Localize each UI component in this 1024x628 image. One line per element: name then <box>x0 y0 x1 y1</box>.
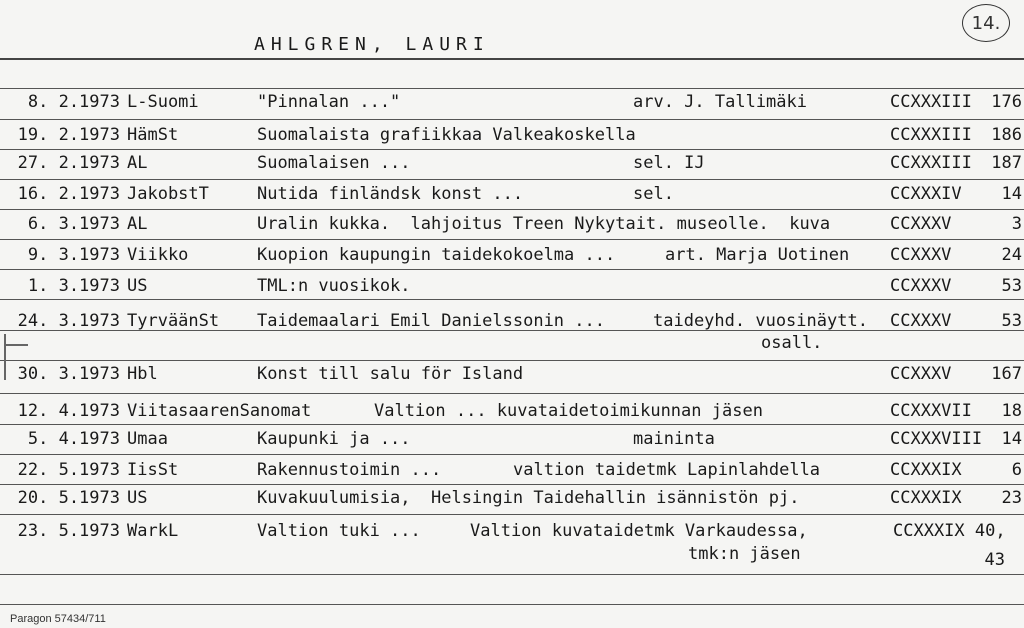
entry-note: arv. J. Tallimäki <box>633 92 807 112</box>
entry-date: 22. 5.1973 <box>17 460 120 480</box>
entry-title: Nutida finländsk konst ... <box>257 184 524 204</box>
entry-source: AL <box>127 153 148 173</box>
entry-source: Umaa <box>127 429 168 449</box>
card-title: AHLGREN, LAURI <box>254 34 490 55</box>
entry-source: IisSt <box>127 460 179 480</box>
entry-page: 167 <box>991 364 1022 384</box>
entry-page: 53 <box>1001 311 1022 331</box>
card-number-circle <box>962 4 1010 42</box>
rule <box>0 179 1024 180</box>
entry-title: Konst till salu för Island <box>257 364 524 384</box>
entry-volume: CCXXXIX <box>890 488 962 508</box>
entry-volume: CCXXXVII <box>890 401 972 421</box>
rule <box>0 574 1024 575</box>
entry-note-continued: osall. <box>761 333 823 353</box>
entry-volume: CCXXXIII <box>890 92 972 112</box>
entry-title: Kuvakuulumisia, Helsingin Taidehallin isännistön pj. <box>257 488 800 508</box>
entry-title: Valtion tuki ... <box>257 521 421 541</box>
rule <box>0 119 1024 120</box>
entry-date: 12. 4.1973 <box>17 401 120 421</box>
entry-page: 176 <box>991 92 1022 112</box>
entry-note: maininta <box>633 429 715 449</box>
entry-source: ViitasaarenSanomat <box>127 401 312 421</box>
entry-page: 186 <box>991 125 1022 145</box>
entry-note: taideyhd. vuosinäytt. <box>653 311 868 331</box>
rule <box>0 149 1024 150</box>
rule <box>0 58 1024 60</box>
entry-date: 1. 3.1973 <box>27 276 120 296</box>
card-number: 14. <box>971 12 1001 34</box>
entry-volume: CCXXXV <box>890 214 952 234</box>
entry-page: 43 <box>984 550 1005 570</box>
entry-volume: CCXXXIII <box>890 125 972 145</box>
rule <box>0 88 1024 89</box>
entry-page: 24 <box>1001 245 1022 265</box>
entry-source: Viikko <box>127 245 189 265</box>
entry-volume: CCXXXV <box>890 364 952 384</box>
entry-title: Kuopion kaupungin taidekokoelma ... <box>257 245 616 265</box>
entry-title: Suomalaista grafiikkaa Valkeakoskella <box>257 125 636 145</box>
rule <box>0 514 1024 515</box>
entry-source: WarkL <box>127 521 179 541</box>
entry-note: Valtion kuvataidetmk Varkaudessa, <box>470 521 808 541</box>
entry-note-continued: tmk:n jäsen <box>688 544 801 564</box>
entry-volume: CCXXXIII <box>890 153 972 173</box>
entry-page: 14 <box>1001 184 1022 204</box>
entry-date: 24. 3.1973 <box>17 311 120 331</box>
entry-source: AL <box>127 214 148 234</box>
rule <box>0 393 1024 394</box>
entry-date: 5. 4.1973 <box>27 429 120 449</box>
entry-date: 23. 5.1973 <box>17 521 120 541</box>
entry-page: 6 <box>1011 460 1022 480</box>
entry-title: "Pinnalan ..." <box>257 92 401 112</box>
rule <box>0 454 1024 455</box>
entry-note: valtion taidetmk Lapinlahdella <box>513 460 821 480</box>
entry-title: Rakennustoimin ... <box>257 460 442 480</box>
entry-date: 19. 2.1973 <box>17 125 120 145</box>
entry-title: TML:n vuosikok. <box>257 276 411 296</box>
rule <box>0 299 1024 300</box>
entry-note: sel. <box>633 184 674 204</box>
entry-page: 187 <box>991 153 1022 173</box>
entry-title: Taidemaalari Emil Danielssonin ... <box>257 311 605 331</box>
entry-note: art. Marja Uotinen <box>665 245 850 265</box>
entry-volume: CCXXXVIII <box>890 429 983 449</box>
card-printer-mark: Paragon 57434/711 <box>10 613 106 625</box>
entry-date: 20. 5.1973 <box>17 488 120 508</box>
entry-date: 9. 3.1973 <box>27 245 120 265</box>
rule <box>0 269 1024 270</box>
entry-date: 30. 3.1973 <box>17 364 120 384</box>
rule <box>0 484 1024 485</box>
entry-page: 53 <box>1001 276 1022 296</box>
handwritten-mark <box>6 344 28 346</box>
entry-page: 18 <box>1001 401 1022 421</box>
rule <box>0 360 1024 361</box>
entry-title: Kaupunki ja ... <box>257 429 411 449</box>
entry-volume: CCXXXIV <box>890 184 962 204</box>
entry-volume: CCXXXIX <box>890 460 962 480</box>
entry-date: 27. 2.1973 <box>17 153 120 173</box>
entry-source: JakobstT <box>127 184 209 204</box>
entry-title: Suomalaisen ... <box>257 153 411 173</box>
entry-volume: CCXXXIX 40, <box>893 521 1006 541</box>
entry-volume: CCXXXV <box>890 276 952 296</box>
entry-source: TyrväänSt <box>127 311 220 331</box>
entry-title: Valtion ... kuvataidetoimikunnan jäsen <box>374 401 763 421</box>
rule <box>0 209 1024 210</box>
entry-source: HämSt <box>127 125 179 145</box>
entry-source: L-Suomi <box>127 92 199 112</box>
entry-source: US <box>127 488 148 508</box>
entry-date: 6. 3.1973 <box>27 214 120 234</box>
entry-date: 16. 2.1973 <box>17 184 120 204</box>
rule <box>0 604 1024 605</box>
entry-source: Hbl <box>127 364 158 384</box>
entry-page: 3 <box>1011 214 1022 234</box>
rule <box>0 239 1024 240</box>
rule <box>0 424 1024 425</box>
entry-date: 8. 2.1973 <box>27 92 120 112</box>
entry-page: 23 <box>1001 488 1022 508</box>
entry-volume: CCXXXV <box>890 311 952 331</box>
entry-volume: CCXXXV <box>890 245 952 265</box>
entry-note: sel. IJ <box>633 153 705 173</box>
entry-source: US <box>127 276 148 296</box>
entry-title: Uralin kukka. lahjoitus Treen Nykytait. museolle. kuva <box>257 214 831 234</box>
entry-page: 14 <box>1001 429 1022 449</box>
